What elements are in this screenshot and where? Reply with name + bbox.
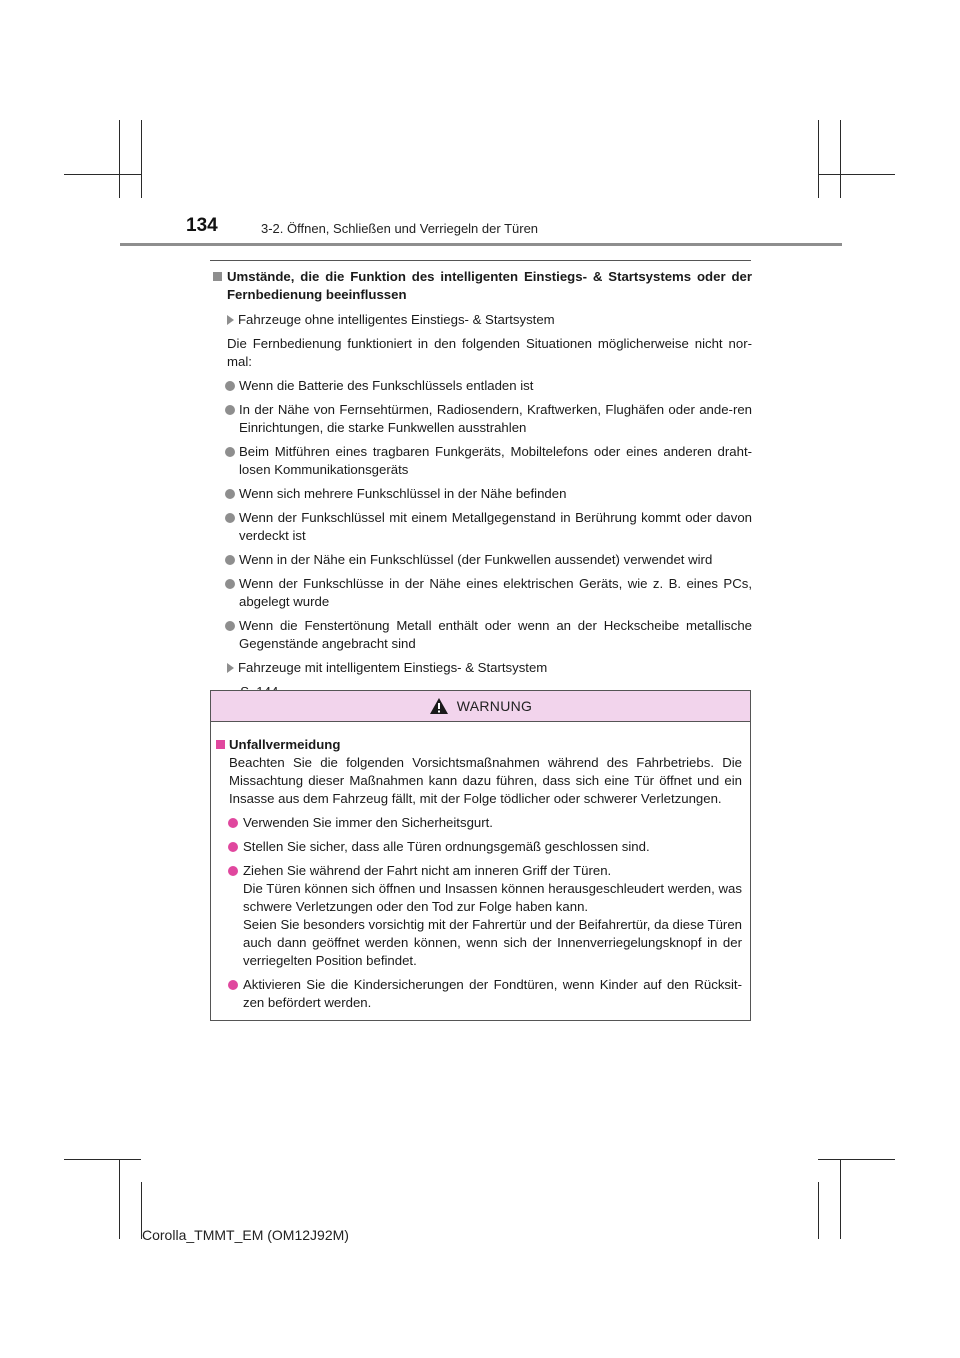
crop-mark — [840, 120, 841, 198]
section-title: 3-2. Öffnen, Schließen und Verriegeln der Türen — [261, 221, 539, 236]
bullet-dot-icon — [228, 866, 238, 876]
subheading-without-system: Fahrzeuge ohne intelligentes Einstiegs- & Startsystem — [211, 311, 752, 329]
square-bullet-icon — [213, 272, 222, 281]
bullet-dot-icon — [225, 579, 235, 589]
bullet-dot-icon — [225, 555, 235, 565]
crop-mark — [818, 120, 819, 198]
list-item: Ziehen Sie während der Fahrt nicht am inneren Griff der Türen. Die Türen können sich öffnen und Insassen können herausgeschleudert werden, was schwere Verletzungen oder den Tod zur Folge haben kann. Seien Sie besonders vorsichtig mit der Fahrertür und der Beifahrertür, da diese Türen auch dann geöffnet werden können, wenn sich der Innenverriegelungsknopf in der verriegelten Position befindet. — [216, 862, 742, 970]
crop-mark — [64, 174, 141, 175]
crop-mark — [818, 1182, 819, 1239]
crop-mark — [818, 174, 895, 175]
bullet-dot-icon — [225, 447, 235, 457]
list-item: Verwenden Sie immer den Sicherheitsgurt. — [216, 814, 742, 832]
triangle-arrow-icon — [227, 315, 234, 325]
list-item: Wenn in der Nähe ein Funkschlüssel (der Funkwellen aussendet) verwendet wird — [211, 551, 752, 569]
warning-box — [210, 690, 751, 1021]
list-item: Wenn der Funkschlüssel mit einem Metallgegenstand in Berührung kommt oder davon verdeckt ist — [211, 509, 752, 545]
list-item: Wenn die Batterie des Funkschlüssels entladen ist — [211, 377, 752, 395]
bullet-dot-icon — [225, 489, 235, 499]
bullet-dot-icon — [228, 842, 238, 852]
warning-header — [211, 691, 750, 722]
crop-mark — [64, 1159, 141, 1160]
list-item: Aktivieren Sie die Kindersicherungen der Fondtüren, wenn Kinder auf den Rücksit-zen befördert werden. — [216, 976, 742, 1012]
bullet-dot-icon — [225, 513, 235, 523]
warning-triangle-icon — [429, 697, 449, 715]
list-item: Beim Mitführen eines tragbaren Funkgeräts, Mobiltelefons oder eines anderen draht-losen Kommunikationsgeräts — [211, 443, 752, 479]
bullet-dot-icon — [225, 381, 235, 391]
crop-mark — [840, 1159, 841, 1239]
square-bullet-icon — [216, 740, 225, 749]
content-top-rule — [210, 260, 751, 261]
bullet-dot-icon — [228, 980, 238, 990]
main-content — [211, 268, 752, 701]
crop-mark — [119, 1159, 120, 1239]
intro-paragraph: Die Fernbedienung funktioniert in den folgenden Situationen möglicherweise nicht nor-mal: — [227, 336, 752, 369]
warning-title: WARNUNG — [456, 698, 533, 714]
crop-mark — [119, 120, 120, 198]
warning-body — [211, 722, 750, 1012]
warning-heading: Unfallvermeidung — [216, 736, 742, 754]
list-item: Wenn die Fenstertönung Metall enthält oder wenn an der Heckscheibe metallische Gegenstände angebracht sind — [211, 617, 752, 653]
subheading-with-system: Fahrzeuge mit intelligentem Einstiegs- & Startsystem — [211, 659, 752, 677]
page-number: 134 — [186, 215, 218, 236]
list-item: Wenn der Funkschlüsse in der Nähe eines elektrischen Geräts, wie z. B. eines PCs, abgelegt wurde — [211, 575, 752, 611]
list-item: Wenn sich mehrere Funkschlüssel in der Nähe befinden — [211, 485, 752, 503]
crop-mark — [818, 1159, 895, 1160]
header-rule — [120, 243, 842, 246]
section-heading: Umstände, die die Funktion des intelligenten Einstiegs- & Startsystems oder der Fernbedienung beeinflussen — [211, 268, 752, 304]
bullet-dot-icon — [225, 405, 235, 415]
list-item: Stellen Sie sicher, dass alle Türen ordnungsgemäß geschlossen sind. — [216, 838, 742, 856]
bullet-dot-icon — [225, 621, 235, 631]
triangle-arrow-icon — [227, 663, 234, 673]
footer-doc-id: Corolla_TMMT_EM (OM12J92M) — [142, 1227, 349, 1243]
crop-mark — [141, 120, 142, 198]
bullet-dot-icon — [228, 818, 238, 828]
warning-text: Beachten Sie die folgenden Vorsichtsmaßnahmen während des Fahrbetriebs. Die Missachtung dieser Maßnahmen kann dazu führen, dass sich eine Tür öffnet und ein Insasse aus dem Fahrzeug fällt, mit der Folge tödlicher oder schwerer Verletzungen. — [229, 755, 742, 806]
list-item: In der Nähe von Fernsehtürmen, Radiosendern, Kraftwerken, Flughäfen oder ande-ren Einrichtungen, die starke Funkwellen ausstrahlen — [211, 401, 752, 437]
